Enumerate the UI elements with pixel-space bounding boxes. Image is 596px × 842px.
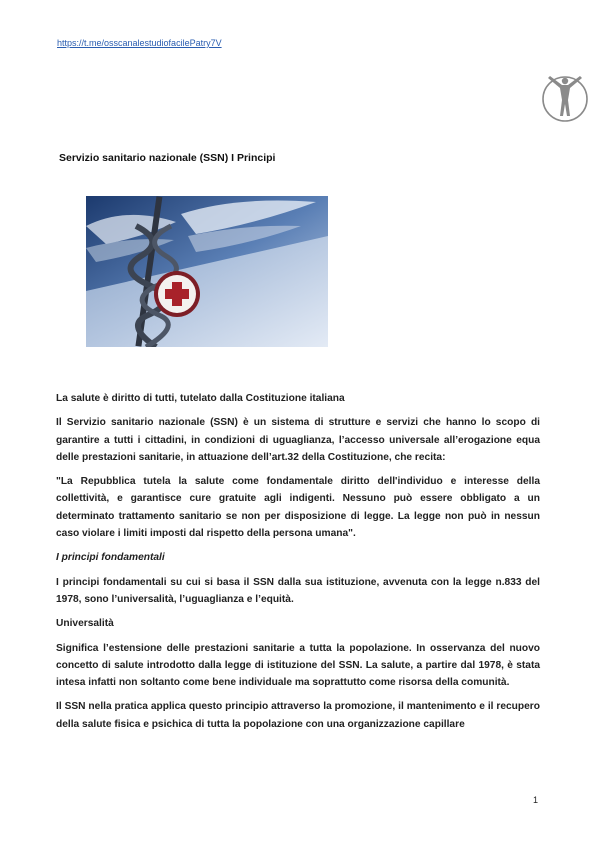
paragraph-ssn-pratica: Il SSN nella pratica applica questo principio attraverso la promozione, il mantenimento e il recupero della salute fisica e psichica di tutta la popolazione con una organizzazione capillare — [56, 701, 540, 730]
telegram-link[interactable]: https://t.me/osscanalestudiofacilePatry7V — [57, 38, 222, 48]
human-figure-logo-icon — [540, 70, 590, 128]
document-title: Servizio sanitario nazionale (SSN) I Principi — [59, 152, 276, 164]
heading-principi-fondamentali: I principi fondamentali — [56, 552, 165, 564]
page-number: 1 — [533, 795, 539, 805]
heading-salute-diritto: La salute è diritto di tutti, tutelato dalla Costituzione italiana — [56, 393, 345, 404]
paragraph-principi: I principi fondamentali su cui si basa il SSN dalla sua istituzione, avvenuta con la legge n.833 del 1978, sono l’universalità, l’uguaglianza e l’equità. — [56, 576, 540, 605]
paragraph-universalita: Significa l’estensione delle prestazioni sanitarie a tutta la popolazione. In osservanza del nuovo concetto di salute introdotto dalla legge di istituzione del SSN. La salute, a partire dal 1978, è stata intesa infatti non soltanto come bene individuale ma soprattutto come risorsa della comunità. — [56, 642, 540, 689]
document-body — [56, 390, 540, 740]
paragraph-ssn-definition: Il Servizio sanitario nazionale (SSN) è un sistema di strutture e servizi che hanno lo scopo di garantire a tutti i cittadini, in condizioni di uguaglianza, l’accesso universale all’erogazione equa delle prestazioni sanitarie, in attuazione dell’art.32 della Costituzione, che recita: — [56, 417, 540, 463]
heading-universalita: Universalità — [56, 618, 114, 630]
caduceus-red-cross-image — [86, 196, 328, 347]
quote-art32: "La Repubblica tutela la salute come fondamentale diritto dell'individuo e interesse della collettività, e garantisce cure gratuite agli indigenti. Nessuno può essere obbligato a un determinato trattamento sanitario se non per disposizione di legge. La legge non può in nessun caso violare i limiti imposti dal rispetto della persona umana". — [56, 476, 540, 540]
